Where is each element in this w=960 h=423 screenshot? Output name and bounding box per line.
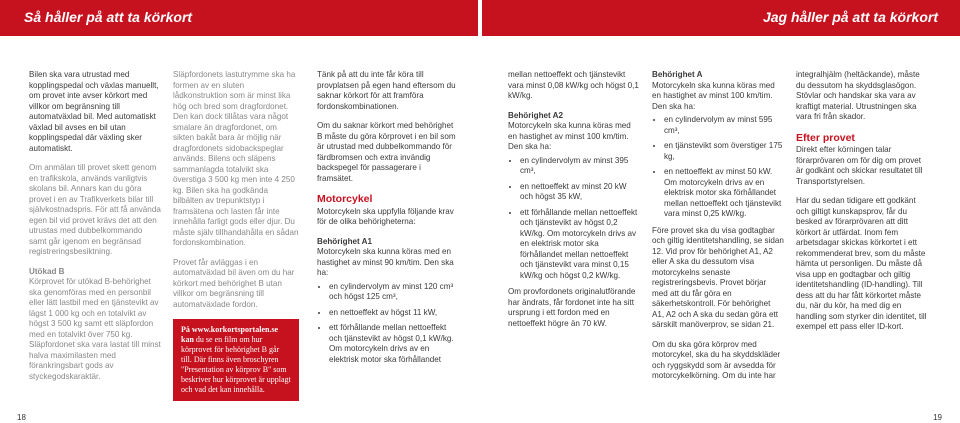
list-item: • en nettoeffekt av högst 11 kW, — [329, 308, 457, 319]
col1-paragraph-3: Körprovet för utökad B-behörighet ska genomföras med en personbil eller lätt lastbil med en tjänstevikt av lägst 1 000 kg och en totalvikt av högst 3 500 kg samt ett släpfordon med en totalvikt över 750 kg. Släpfordonet ska vara lastat till minst halva maximilasten med förankringsbart gods av styckegodskaraktär. — [29, 277, 161, 381]
list-item: • en tjänstevikt som överstiger 175 kg, — [664, 141, 784, 162]
col3-paragraph-4: Motorcykeln ska kunna köras med en hastighet av minst 90 km/tim. Den ska ha: — [317, 247, 454, 277]
info-box-link[interactable]: På www.korkortsportalen.se kan — [181, 325, 279, 344]
col4-paragraph-1: mellan nettoeffekt och tjänstevikt vara minst 0,08 kW/kg och högst 0,1 kW/kg. — [508, 70, 639, 100]
col1-heading-utokad-b: Utökad B — [29, 266, 65, 276]
col5-paragraph-2: Före provet ska du visa godtagbar och giltig identitetshandling, se sidan 12. Vid prov för behörighet A1, A2 eller A ska du dessutom visa motorcykelns senaste registreringsbevis. Provet börjar med att du får göra en säkerhetskontroll. För behörighet A1, A2 och A ska du sedan göra ett särskilt manöverprov, se sidan 21. — [652, 225, 784, 329]
col6-paragraph-2: Direkt efter körningen talar förarprövaren om för dig om provet är godkänt och skickar resultatet till Transportstyrelsen. — [796, 145, 923, 186]
col3-paragraph-1: Tänk på att du inte får köra till provplatsen på egen hand eftersom du saknar körkort för att framföra fordonskombinationen. — [317, 70, 456, 111]
column-2 — [173, 70, 299, 401]
list-item: • ett förhållande mellan nettoeffekt och tjänstevikt av högst 0,1 kW/kg. Om motorcykeln drivs av en elektrisk motor ska förhållandet — [329, 323, 457, 365]
col1-paragraph-1: Bilen ska vara utrustad med kopplingspedal och växlas manuellt, om provet inte avser körkort med villkor om begränsning till automatväxlad bil. Med automatiskt växlad bil avses en bil utan kopplingspedal där växling sker automatiskt. — [29, 70, 159, 153]
list-item: • en nettoeffekt av minst 50 kW. Om motorcykeln drivs av en elektrisk motor ska förhållandet mellan nettoeffekt och tjänstevikt vara minst 0,25 kW/kg. — [664, 167, 784, 220]
col3-list — [317, 282, 457, 366]
page-number-right: 19 — [933, 413, 942, 422]
column-6 — [796, 70, 928, 342]
col4-paragraph-2: Motorcykeln ska kunna köras med en hastighet av minst 100 km/tim. Den ska ha: — [508, 121, 631, 151]
list-item: • en nettoeffekt av minst 20 kW och högst 35 kW, — [520, 182, 640, 203]
col4-heading-a2: Behörighet A2 — [508, 110, 564, 120]
col5-paragraph-1: Motorcykeln ska kunna köras med en hastighet av minst 100 km/tim. Den ska ha: — [652, 80, 775, 111]
header-left-title: Så håller på att ta körkort — [24, 9, 193, 25]
list-item: • en cylindervolym av minst 595 cm³, — [664, 115, 784, 136]
col5-paragraph-3: Om du ska göra körprov med motorcykel, ska du ha skyddskläder och ryggskydd som är avsedda för motorcykelkörning. Om du inte har — [652, 339, 781, 380]
list-item: • en cylindervolym av minst 395 cm³, — [520, 156, 640, 177]
col4-list — [508, 156, 640, 282]
col6-paragraph-3: Har du sedan tidigare ett godkänt och giltigt kunskapsprov, får du besked av förarprövaren att ditt körkort är utfärdat. Inom fem arbetsdagar skickas körkortet i ett rekommenderat brev, som du måste hämta ut personligen. Du måste då visa upp en godtagbar och giltig identitetshandling (ID-handling). Till dess att du har fått körkortet måste du, när du kör, ha med dig en handling som styrker din identitet, till exempel ett pass eller ID-kort. — [796, 196, 927, 331]
list-item: • ett förhållande mellan nettoeffekt och tjänstevikt av högst 0,2 kW/kg. Om motorcykeln drivs av en elektrisk motor ska förhållandet mellan nettoeffekt och tjänstevikt vara minst 0,15 kW/kg och högst 0,2 kW/kg. — [520, 208, 640, 282]
column-3 — [317, 70, 457, 371]
header-left-bar — [0, 0, 478, 36]
info-box-text: du se en film om hur körprovet för behörighet B går till. Där finns även broschyren "Presentation av körprov B" som beskriver hur körprovet är upplagt och vad det kan innehålla. — [181, 335, 291, 394]
column-1 — [29, 70, 161, 391]
col6-heading-efter-provet: Efter provet — [796, 131, 855, 144]
col3-paragraph-3: Motorcykeln ska uppfylla följande krav för de olika behörigheterna: — [317, 206, 454, 226]
col3-heading-a1: Behörighet A1 — [317, 236, 373, 246]
page-number-left: 18 — [17, 413, 26, 422]
col4-paragraph-3: Om provfordonets originalutförande har ändrats, får fordonet inte ha sitt ursprung i ett fordon med en nettoeffekt högre än 70 kW. — [508, 287, 636, 328]
col1-paragraph-2: Om anmälan till provet skett genom en trafikskola, används vanligtvis skolans bil. Annars kan du göra provet i en av Trafikverkets bilar till självkostnadspris. För att få använda egen bil vid provet krävs det att den utrustas med dubbelkommando samt går igenom en begränsad registreringsbesiktning. — [29, 163, 161, 256]
col2-paragraph-1: Släpfordonets lastutrymme ska ha formen av en sluten lådkonstruktion som är minst lika hög och bred som dragfordonet. Den kan dock tillåtas vara något smalare än dragfordonet, om sikten bakåt bara är möjlig när dragfordonets sidobackspeglar används. Bilens och släpens sammanlagda totalvikt ska överstiga 3 500 kg men inte 4 250 kg. Bilen ska ha godkända bilbälten av trepunktstyp i framsätena och lasten får inte innehålla farligt gods eller djur. Du måste själv tillhandahålla en sådan fordonskombination. — [173, 70, 299, 247]
col3-paragraph-2: Om du saknar körkort med behörighet B måste du göra körprovet i en bil som är utrustad med dubbelkommando för färdbromsen och extra invändig backspegel för passagerare i framsätet. — [317, 121, 456, 183]
col3-heading-motorcykel: Motorcykel — [317, 193, 373, 205]
col2-paragraph-2: Provet får avläggas i en automatväxlad bil även om du har körkort med behörighet B utan villkor om begränsning till automatväxlade fordon. — [173, 257, 295, 309]
header-right-bar — [482, 0, 960, 36]
column-5 — [652, 70, 784, 391]
info-box — [173, 319, 299, 401]
col6-paragraph-1: integralhjälm (heltäckande), måste du dessutom ha skyddsglasögon. Stövlar och handskar ska vara av kraftigt material. Utrustningen ska vara fri från skador. — [796, 70, 920, 121]
column-4 — [508, 70, 640, 338]
col5-list — [652, 115, 784, 220]
header-right-title: Jag håller på att ta körkort — [762, 9, 938, 25]
list-item: • en cylindervolym av minst 120 cm³ och högst 125 cm³, — [329, 282, 457, 303]
col5-heading-a: Behörighet A — [652, 70, 703, 79]
